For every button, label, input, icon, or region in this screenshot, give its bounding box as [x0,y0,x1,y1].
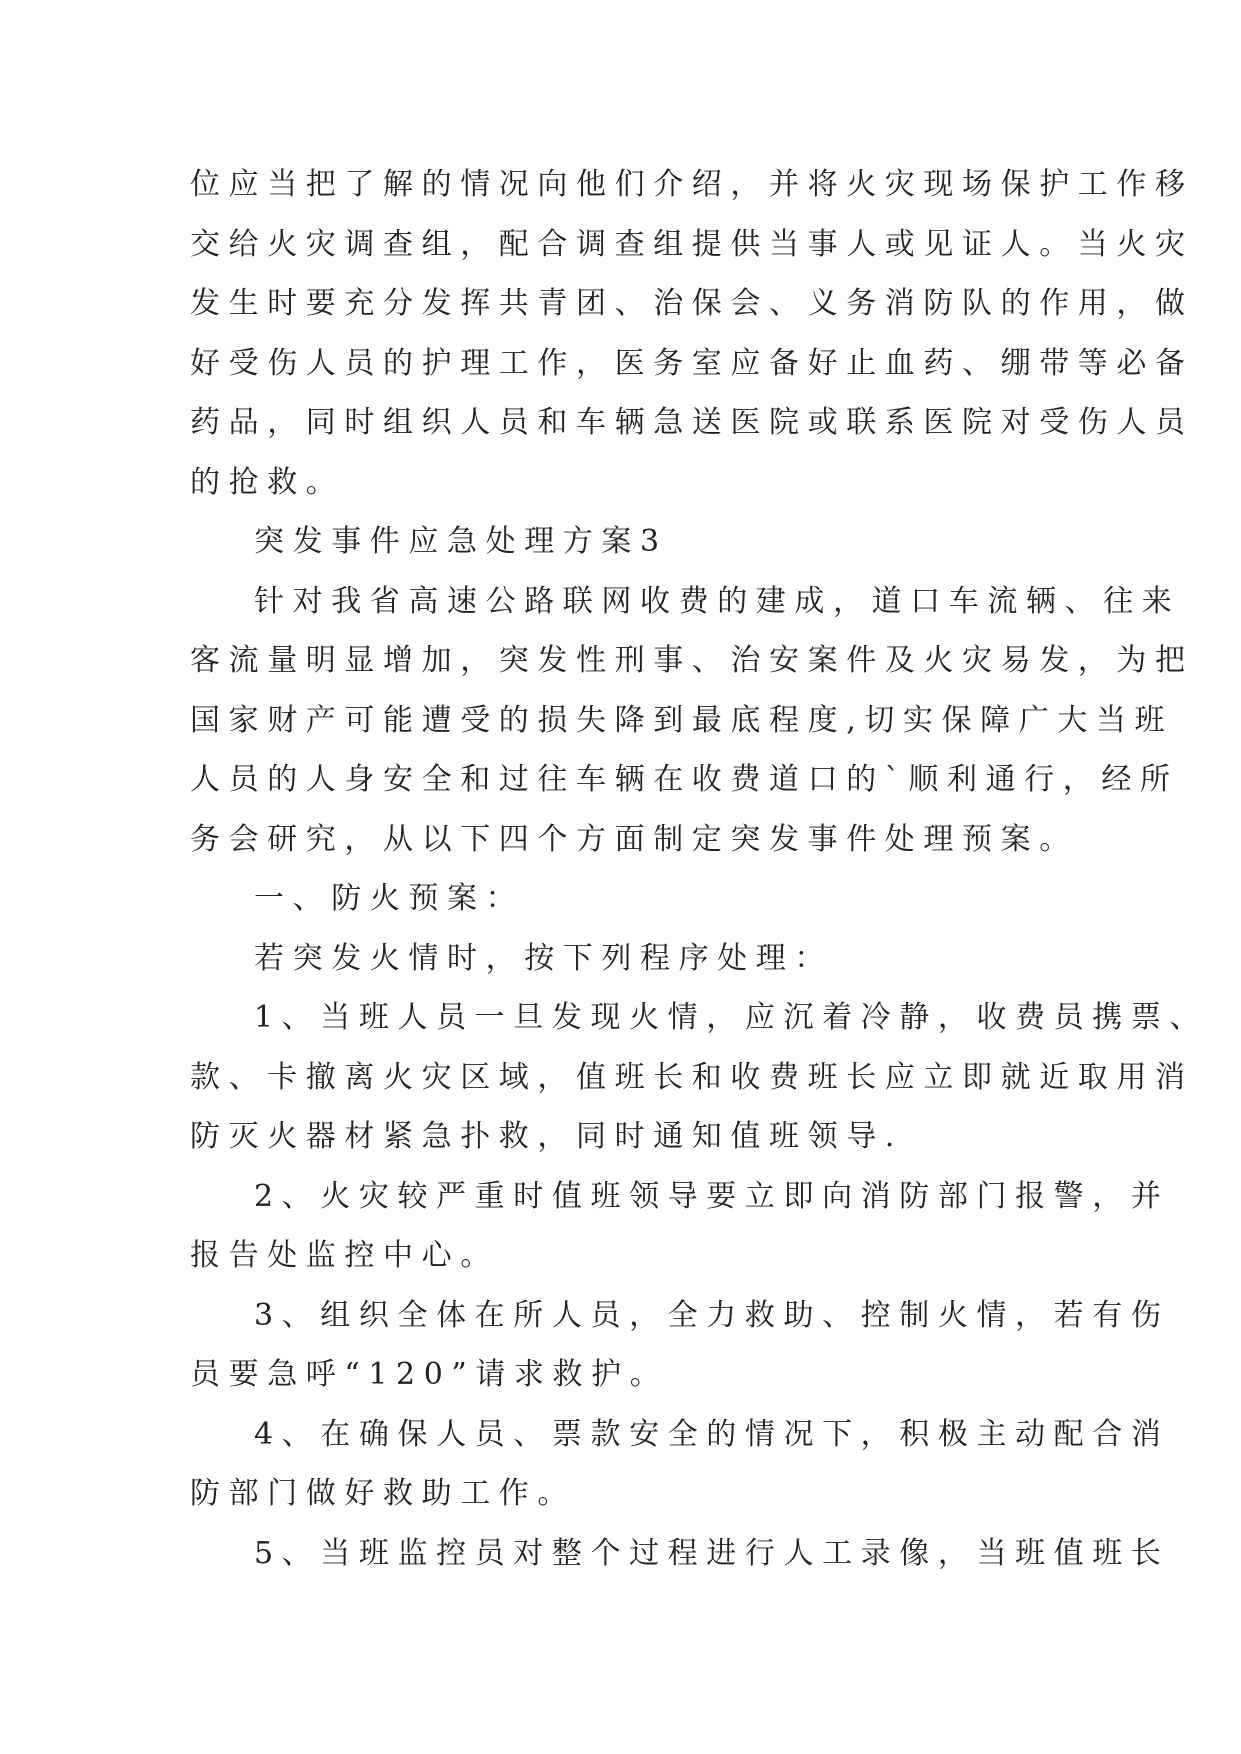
text-line: 人员的人身安全和过往车辆在收费道口的`顺利通行，经所 [190,762,1179,797]
text-line: 客流量明显增加，突发性刑事、治安案件及火灾易发，为把 [190,643,1194,678]
text-line: 好受伤人员的护理工作，医务室应备好止血药、绷带等必备 [190,345,1194,381]
text-line: 国家财产可能遭受的损失降到最底程度,切实保障广大当班 [190,702,1174,738]
list-item-2: 2、火灾较严重时值班领导要立即向消防部门报警，并 [254,1178,1170,1214]
text-line: 若突发火情时，按下列程序处理： [254,940,833,976]
list-item-1: 1、当班人员一旦发现火情，应沉着冷静，收费员携票、 [254,1000,1209,1035]
subsection-heading: 一、防火预案： [254,881,525,916]
text-line: 的抢救。 [190,464,345,500]
text-line: 交给火灾调查组，配合调查组提供当事人或见证人。当火灾 [190,226,1194,262]
section-heading: 突发事件应急处理方案3 [254,524,668,559]
text-line: 药品，同时组织人员和车辆急送医院或联系医院对受伤人员 [190,405,1194,440]
list-item-5: 5、当班监控员对整个过程进行人工录像，当班值班长 [254,1535,1170,1571]
text-line: 报告处监控中心。 [190,1238,499,1273]
text-line: 务会研究，从以下四个方面制定突发事件处理预案。 [190,821,1078,857]
list-item-4: 4、在确保人员、票款安全的情况下，积极主动配合消 [254,1416,1170,1452]
text-line: 防灭火器材紧急扑救，同时通知值班领导. [190,1119,903,1154]
text-line: 针对我省高速公路联网收费的建成，道口车流辆、往来 [254,583,1181,619]
text-line: 防部门做好救助工作。 [190,1476,576,1511]
text-line: 员要急呼“120”请求救护。 [190,1357,669,1392]
text-line: 位应当把了解的情况向他们介绍，并将火灾现场保护工作移 [190,167,1194,202]
text-line: 款、卡撤离火灾区域，值班长和收费班长应立即就近取用消 [190,1059,1194,1095]
text-line: 发生时要充分发挥共青团、治保会、义务消防队的作用，做 [190,286,1194,321]
body-text [190,155,1209,1583]
list-item-3: 3、组织全体在所人员，全力救助、控制火情，若有伤 [254,1297,1170,1333]
